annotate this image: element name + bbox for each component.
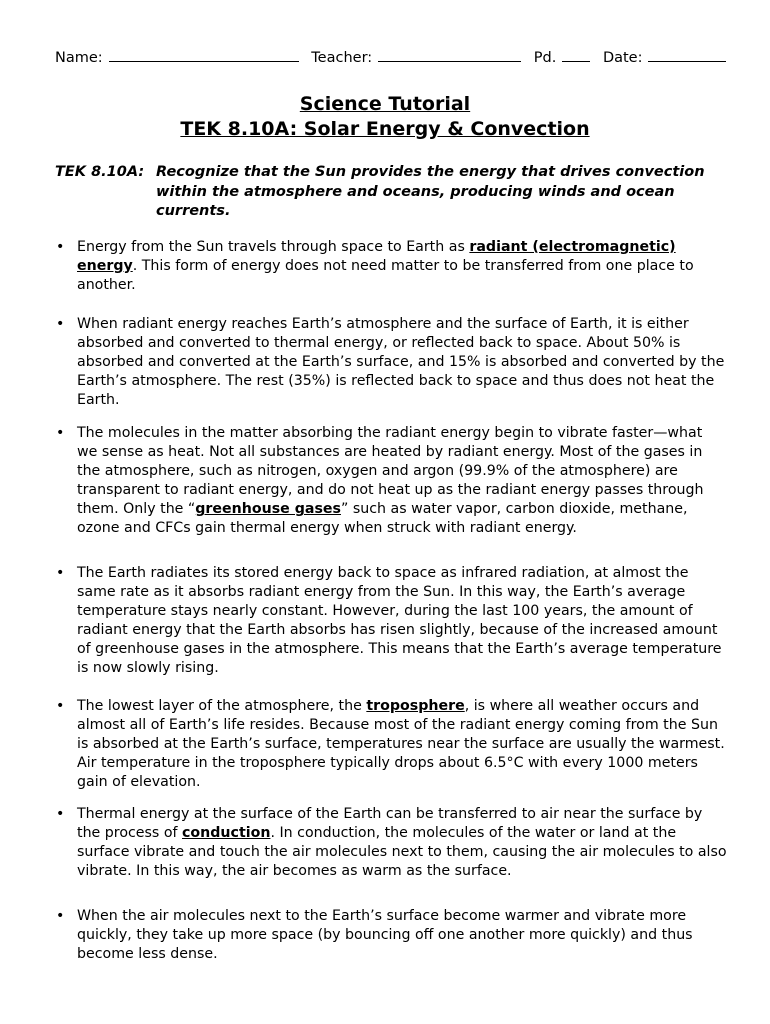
bullet-text: Energy from the Sun travels through space to Earth as xyxy=(77,239,470,255)
teacher-label: Teacher: xyxy=(311,50,373,66)
date-label: Date: xyxy=(602,50,643,66)
name-label: Name: xyxy=(55,50,103,66)
bullet-text: The Earth radiates its stored energy back to space as infrared radiation, at almost the same rate as it absorbs radiant energy from the Sun. In this way, the Earth’s average temperature stays nearly constant. However, during the last 100 years, the amount of radiant energy that the Earth absorbs has risen slightly, because of the increased amount of greenhouse gases in the atmosphere. This means that the Earth’s average temperature is now slowly rising. xyxy=(77,565,722,677)
student-info-header xyxy=(55,47,737,68)
page-subtitle: TEK 8.10A: Solar Energy & Convection xyxy=(180,118,590,140)
bullet-text: . In conduction, the molecules of the water or land at the surface vibrate and touch the air molecules next to them, causing the air molecules to also vibrate. In this way, the air becomes as warm as the surface. xyxy=(77,825,727,880)
key-term: troposphere xyxy=(366,698,465,714)
period-label: Pd. xyxy=(533,50,557,66)
key-term: conduction xyxy=(182,825,271,842)
list-item xyxy=(77,238,727,295)
list-item xyxy=(77,315,727,410)
list-item xyxy=(77,424,727,539)
standard-label: TEK 8.10A: xyxy=(55,164,145,180)
key-term: greenhouse gases xyxy=(195,501,341,518)
bullet-text: ” such as water vapor, carbon dioxide, methane, ozone and CFCs gain thermal energy when struck with radiant energy. xyxy=(77,501,688,537)
bullet-text: When the air molecules next to the Earth’s surface become warmer and vibrate more quickly, they take up more space (by bouncing off one another more quickly) and thus become less dense. xyxy=(77,908,693,963)
teacher-blank xyxy=(378,47,521,62)
page-title: Science Tutorial xyxy=(299,93,471,115)
bullet-text: . This form of energy does not need matter to be transferred from one place to another. xyxy=(77,258,694,294)
key-term: radiant (electromagnetic) energy xyxy=(77,239,676,275)
period-blank xyxy=(562,47,590,62)
name-blank xyxy=(109,47,299,62)
list-item xyxy=(77,907,727,964)
bullet-text: , is where all weather occurs and almost all of Earth’s life resides. Because most of the radiant energy coming from the Sun is absorbed at the Earth’s surface, temperatures near the surface are usually the warmest. Air temperature in the troposphere typically drops about 6.5°C with every 1000 meters gain of elevation. xyxy=(77,698,725,791)
bullet-text: The lowest layer of the atmosphere, the xyxy=(77,698,367,714)
bullet-text: When radiant energy reaches Earth’s atmosphere and the surface of Earth, it is either absorbed and converted to thermal energy, or reflected back to space. About 50% is absorbed and converted at the Earth’s surface, and 15% is absorbed and converted by the Earth’s atmosphere. The rest (35%) is reflected back to space and thus does not heat the Earth. xyxy=(77,316,725,409)
list-item xyxy=(77,697,727,792)
date-blank xyxy=(648,47,726,62)
bullet-text: Thermal energy at the surface of the Earth can be transferred to air near the surface by the process of xyxy=(77,806,703,842)
standard-text: Recognize that the Sun provides the energy that drives convection within the atmosphere and oceans, producing winds and ocean currents. xyxy=(156,164,705,219)
list-item xyxy=(77,564,727,679)
bullet-text: The molecules in the matter absorbing the radiant energy begin to vibrate faster—what we sense as heat. Not all substances are heated by radiant energy. Most of the gases in the atmosphere, such as nitrogen, oxygen and argon (99.9% of the atmosphere) are transparent to radiant energy, and do not heat up as the radiant energy passes through them. Only the “ xyxy=(77,425,704,518)
list-item xyxy=(77,805,727,881)
